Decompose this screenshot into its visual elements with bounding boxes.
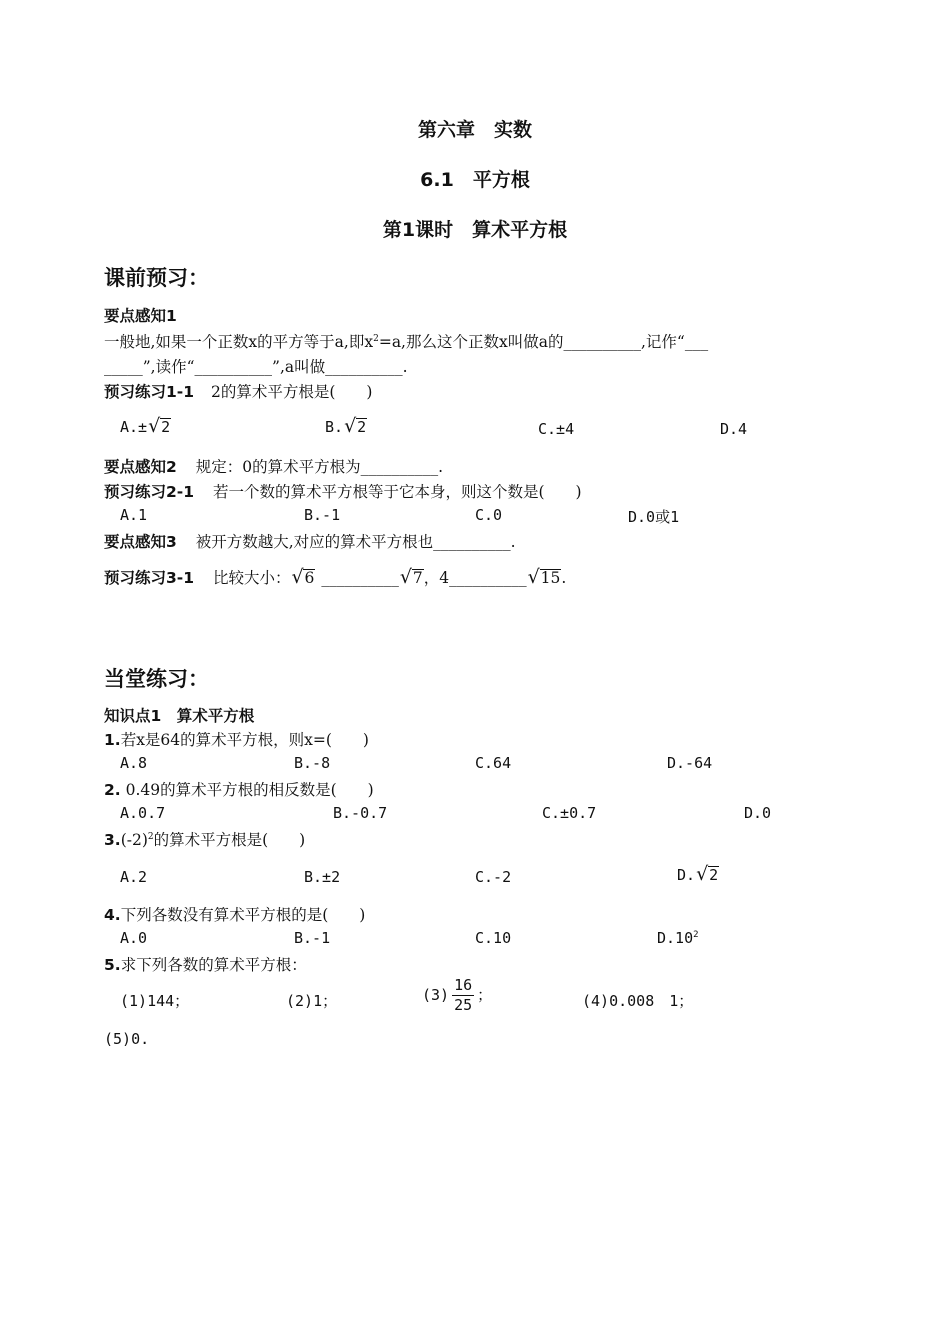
point2 — [104, 455, 443, 477]
q5-item-5: (5)0. — [104, 1030, 150, 1048]
q1-option-a: A.8 — [120, 754, 148, 772]
q3-option-b: B.±2 — [304, 868, 341, 886]
question-1: 1.若x是64的算术平方根，则x=( ) — [104, 731, 369, 749]
exercise-2-1 — [104, 480, 582, 502]
q4-option-a: A.0 — [120, 929, 148, 947]
chapter-title: 第六章 实数 — [417, 119, 532, 141]
point2-text: 规定：0的算术平方根为__________. — [195, 458, 444, 476]
section-title: 6.1 平方根 — [420, 169, 530, 191]
q4-option-b: B.-1 — [294, 929, 331, 947]
q5-item-2: (2)1； — [286, 992, 338, 1010]
q3-option-c: C.-2 — [475, 868, 512, 886]
q1-option-c: C.64 — [475, 754, 512, 772]
exercise-1-1-question: 2的算术平方根是( ) — [210, 383, 373, 401]
point3-label: 要点感知3 — [104, 533, 177, 551]
practice-heading: 当堂练习： — [104, 667, 209, 691]
point3 — [104, 530, 516, 552]
exercise-2-1-question: 若一个数的算术平方根等于它本身，则这个数是( ) — [212, 483, 582, 501]
fraction: $\frac{16}{25}$ — [454, 976, 473, 1014]
q4-option-d: $D.10^2$ — [657, 929, 699, 947]
point3-text: 被开方数越大,对应的算术平方根也__________. — [195, 533, 516, 551]
preview-heading: 课前预习： — [104, 266, 209, 290]
q1-option-b: B.-8 — [294, 754, 331, 772]
option-1-1-c: C.±4 — [538, 420, 575, 438]
point2-label: 要点感知2 — [104, 458, 177, 476]
q2-option-c: C.±0.7 — [542, 804, 597, 822]
q5-item-1: (1)144； — [120, 992, 190, 1010]
q5-item-4: (4)0.008 1； — [582, 992, 694, 1010]
exercise-2-1-label: 预习练习2-1 — [104, 483, 195, 501]
q3-option-d: D.√ 2 — [677, 866, 719, 884]
option-1-1-a: A.±√ 2 — [120, 418, 171, 436]
point1-line2: _____”,读作“__________”,a叫做__________. — [104, 358, 408, 376]
exercise-3-1-label: 预习练习3-1 — [104, 569, 195, 587]
q5-item-3: (3) $\frac{16}{25}$ ； — [422, 976, 493, 1014]
q3-option-a: A.2 — [120, 868, 148, 886]
question-3: $3.(-2)^2$的算术平方根是( ) — [104, 831, 306, 849]
option-2-1-c: C.0 — [475, 506, 503, 524]
exercise-3-1: 预习练习3-1 比较大小：√ 6 __________√ 7，4__________√ 15. — [104, 566, 566, 588]
question-2: 2. 0.49的算术平方根的相反数是( ) — [104, 781, 374, 799]
point1-label: 要点感知1 — [104, 307, 177, 325]
q2-option-d: D.0 — [744, 804, 772, 822]
question-5: 5.求下列各数的算术平方根： — [104, 956, 307, 974]
question-4: 4.下列各数没有算术平方根的是( ) — [104, 906, 366, 924]
option-1-1-d: D.4 — [720, 420, 748, 438]
q1-option-d: D.-64 — [667, 754, 713, 772]
exercise-1-1-label: 预习练习1-1 — [104, 383, 195, 401]
q2-option-a: A.0.7 — [120, 804, 166, 822]
option-2-1-d: D.0或1 — [628, 508, 680, 526]
knowledge-point-1: 知识点1 算术平方根 — [104, 707, 255, 725]
q2-option-b: B.-0.7 — [333, 804, 388, 822]
exercise-1-1 — [104, 380, 372, 402]
option-2-1-a: A.1 — [120, 506, 148, 524]
option-2-1-b: B.-1 — [304, 506, 341, 524]
option-1-1-b: B.√ 2 — [325, 418, 367, 436]
lesson-title: 第1课时 算术平方根 — [382, 219, 568, 241]
q4-option-c: C.10 — [475, 929, 512, 947]
point1-line1: 一般地,如果一个正数x的平方等于a,即$x^2=a$,那么这个正数x叫做a的__________,记作“___ — [104, 333, 709, 351]
